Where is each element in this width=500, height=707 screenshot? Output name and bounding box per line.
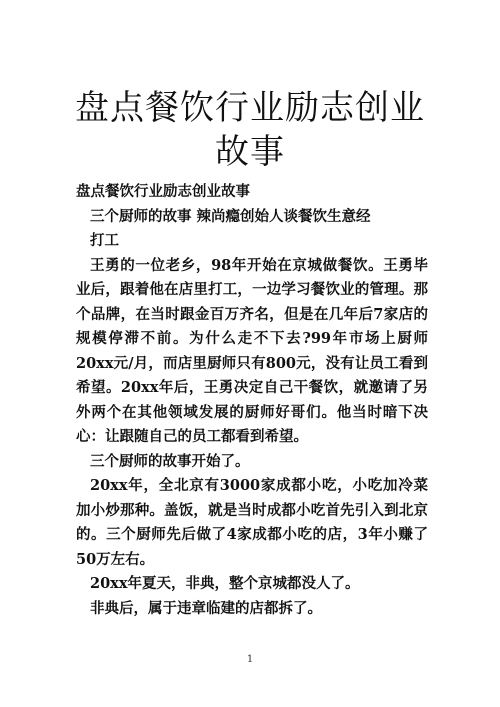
body-paragraph: 20xx年，全北京有3000家成都小吃，小吃加冷菜加小炒那种。盖饭，就是当时成都小吃首先引入到北京的。三个厨师先后做了4家成都小吃的店，3年小赚了50万左右。	[76, 477, 428, 568]
body-paragraph: 三个厨师的故事开始了。	[90, 452, 250, 470]
body-paragraph: 非典后，属于违章临建的店都拆了。	[90, 599, 322, 617]
page-title: 盘点餐饮行业励志创业故事	[75, 88, 425, 172]
section-heading: 打工	[90, 232, 119, 249]
page-number: 1	[246, 654, 254, 665]
body-paragraph: 王勇的一位老乡，98年开始在京城做餐饮。王勇毕业后，跟着他在店里打工，一边学习餐饮业的管理。那个品牌，在当时跟金百万齐名，但是在几年后7家店的规模停滞不前。为什么走不下去?99年市场上厨师20xx元/月，而店里厨师只有800元，没有让员工看到希望。20xx年后，王勇决定自己干餐饮，就邀请了另外两个在其他领域发展的厨师好哥们。他当时暗下决心：让跟随自己的员工都看到希望。	[76, 256, 428, 445]
document-body	[76, 180, 428, 621]
section-heading: 三个厨师的故事 辣尚瘾创始人谈餐饮生意经	[90, 207, 371, 225]
subtitle-paragraph: 盘点餐饮行业励志创业故事	[76, 183, 250, 200]
body-paragraph: 20xx年夏天，非典，整个京城都没人了。	[90, 575, 360, 592]
